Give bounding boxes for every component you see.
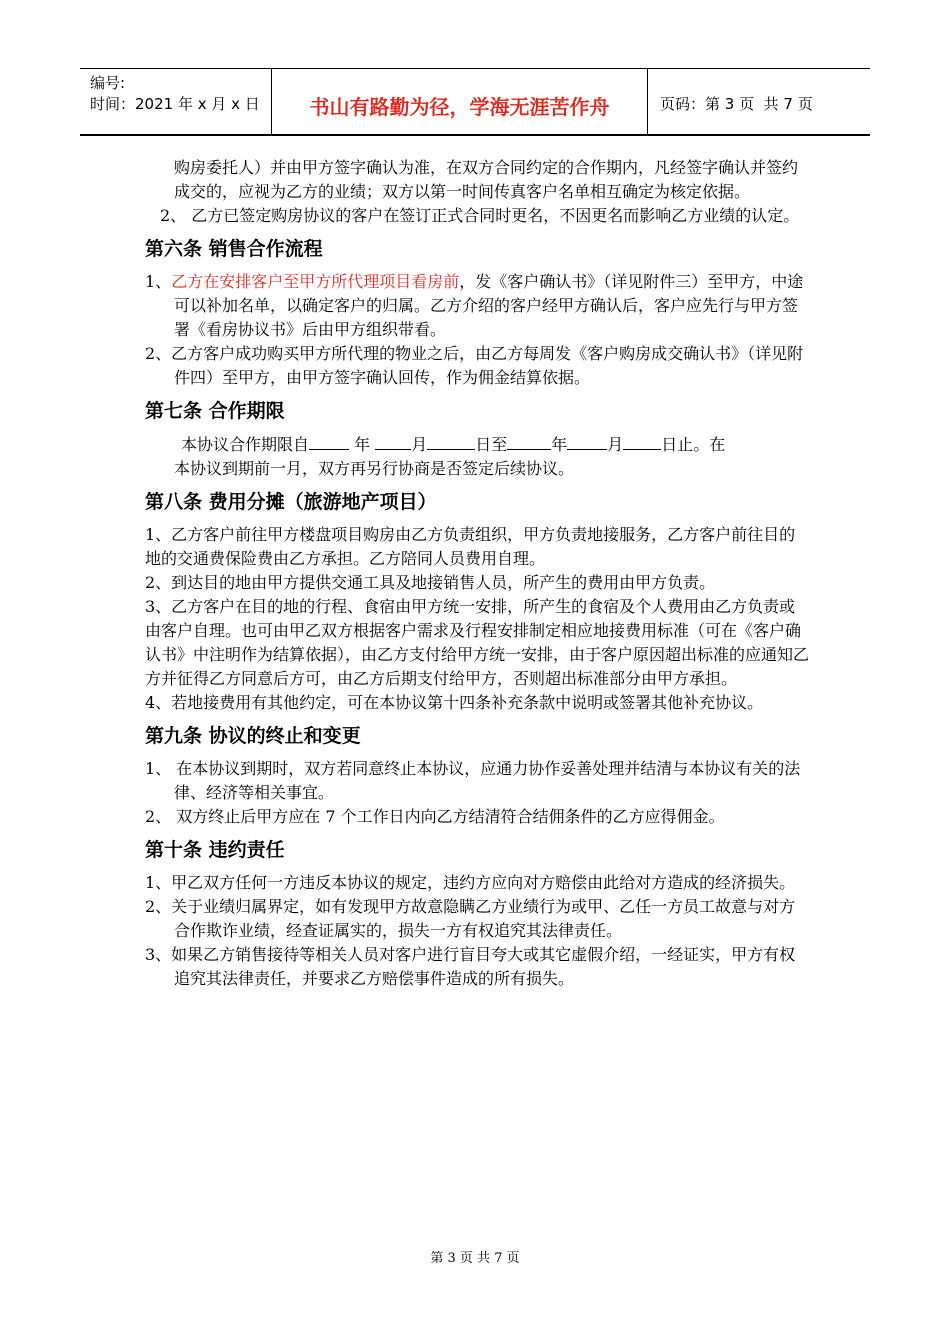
paragraph: 2、到达目的地由甲方提供交通工具及地接销售人员，所产生的费用由甲方负责。: [145, 573, 716, 592]
blank-field: [309, 432, 349, 450]
list-item: 2、 双方终止后甲方应在 7 个工作日内向乙方结清符合结佣条件的乙方应得佣金。: [145, 807, 725, 826]
section-title-6: 第六条 销售合作流程: [145, 238, 323, 260]
document-date: 时间：2021 年 x 月 x 日: [90, 95, 260, 113]
list-item: 2、 乙方已签定购房协议的客户在签订正式合同时更名，不因更名而影响乙方业绩的认定。: [160, 206, 800, 225]
paragraph: 本协议到期前一月，双方再另行协商是否签定后续协议。: [174, 459, 575, 478]
list-item: 2、乙方客户成功购买甲方所代理的物业之后，由乙方每周发《客户购房成交确认书》（详见附件四）至甲方，由甲方签字确认回传，作为佣金结算依据。: [145, 344, 804, 387]
paragraph-continuation: 购房委托人）并由甲方签字确认为准，在双方合同约定的合作期内，凡经签字确认并签约成交的，应视为乙方的业绩；双方以第一时间传真客户名单相互确定为核定依据。: [174, 158, 799, 201]
blank-field: [375, 432, 411, 450]
list-item: [145, 270, 810, 342]
section-title-9: 第九条 协议的终止和变更: [145, 725, 361, 747]
header-page-info: [648, 69, 870, 134]
list-item: 1、 在本协议到期时，双方若同意终止本协议，应通力协作妥善处理并结清与本协议有关的法律、经济等相关事宜。: [145, 759, 801, 802]
blank-field: [507, 432, 551, 450]
document-number-label: 编号:: [90, 74, 126, 92]
paragraph: 4、若地接费用有其他约定，可在本协议第十四条补充条款中说明或签署其他补充协议。: [145, 693, 764, 712]
paragraph: 1、甲乙双方任何一方违反本协议的规定，违约方应向对方赔偿由此给对方造成的经济损失。: [145, 873, 796, 892]
page-footer: 第 3 页 共 7 页: [430, 1251, 520, 1266]
paragraph: 本协议合作期限自 年 月 日至 年 月 日止。在: [145, 432, 810, 457]
list-item: 2、关于业绩归属界定，如有发现甲方故意隐瞒乙方业绩行为或甲、乙任一方员工故意与对方合作欺诈业绩，经查证属实的，损失一方有权追究其法律责任。: [145, 897, 796, 940]
section-title-10: 第十条 违约责任: [145, 839, 285, 861]
list-item: 3、如果乙方销售接待等相关人员对客户进行盲目夸大或其它虚假介绍，一经证实，甲方有权追究其法律责任，并要求乙方赔偿事件造成的所有损失。: [145, 945, 796, 988]
blank-field: [567, 432, 607, 450]
section-title-8: 第八条 费用分摊（旅游地产项目）: [145, 491, 437, 513]
blank-field: [623, 432, 661, 450]
paragraph: 1、乙方客户前往甲方楼盘项目购房由乙方负责组织，甲方负责地接服务，乙方客户前往目的地的交通费保险费由乙方承担。乙方陪同人员费用自理。: [145, 525, 796, 568]
highlighted-text: 乙方在安排客户至甲方所代理项目看房前: [171, 272, 460, 291]
header-info: [80, 69, 272, 134]
header-page-number: 页码：第 3 页 共 7 页: [660, 95, 813, 113]
document-body: [145, 156, 810, 991]
page-header: [80, 68, 870, 136]
list-item-number: 1、: [145, 272, 172, 291]
blank-field: [427, 432, 475, 450]
section-title-7: 第七条 合作期限: [145, 400, 285, 422]
list-item-text: ，发《客户确认书》（详见附件三）至甲方，中途可以补加名单，以确定客户的归属。乙方介绍的客户经甲方确认后，客户应先行与甲方签署《看房协议书》后由甲方组织带看。: [174, 272, 804, 339]
header-motto: 书山有路勤为径，学海无涯苦作舟: [272, 69, 648, 134]
paragraph: 3、乙方客户在目的地的行程、食宿由甲方统一安排，所产生的食宿及个人费用由乙方负责或由客户自理。也可由甲乙双方根据客户需求及行程安排制定相应地接费用标准（可在《客户确认书》中注明作为结算依据），由乙方支付给甲方统一安排，由于客户原因超出标准的应通知乙方并征得乙方同意后方可，由乙方后期支付给甲方，否则超出标准部分由甲方承担。: [145, 597, 810, 688]
